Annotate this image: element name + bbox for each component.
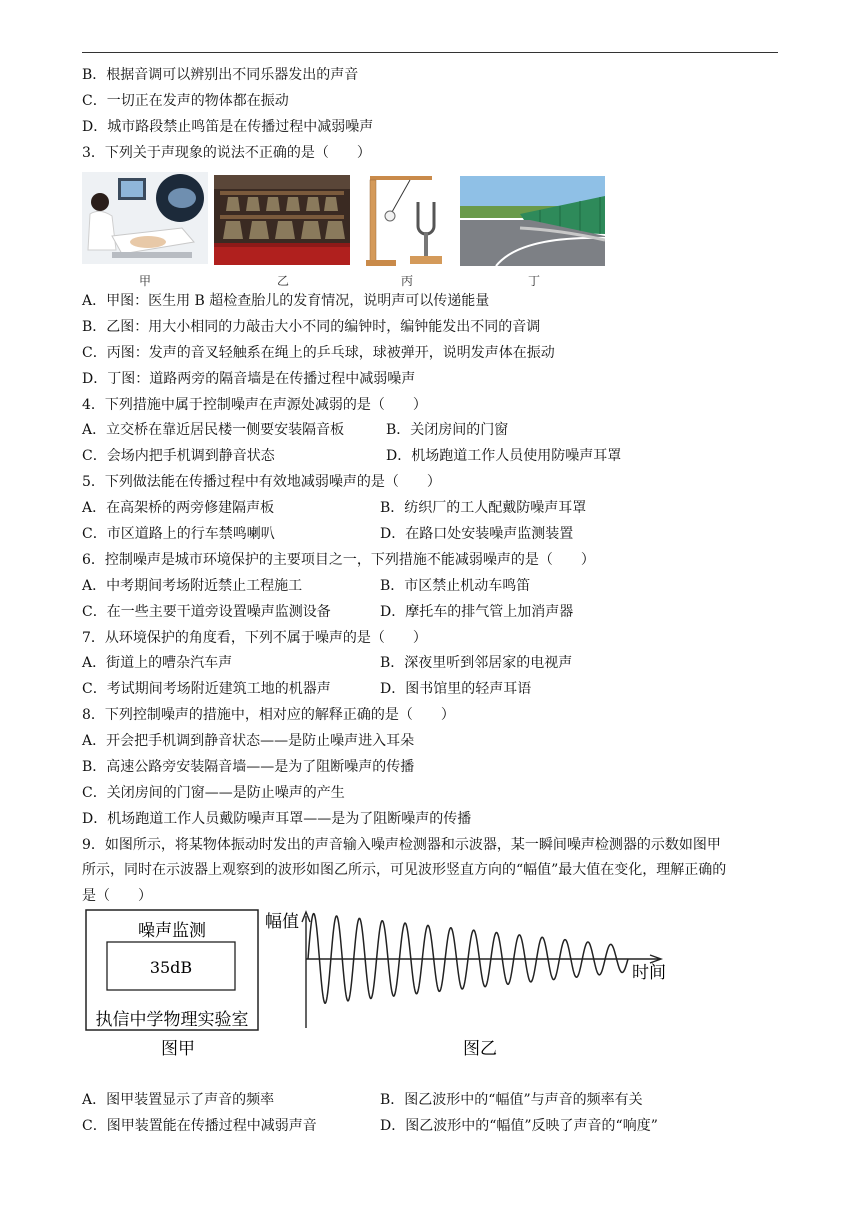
option-line: D．摩托车的排气管上加消声器 (380, 604, 574, 620)
option-line: C．考试期间考场附近建筑工地的机器声 (82, 681, 331, 697)
ultrasound-photo (82, 172, 208, 264)
waveform-figure (262, 906, 682, 1062)
question-9: 9．如图所示，将某物体振动时发出的声音输入噪声检测器和示波器，某一瞬间噪声检测器的示数如图甲 (82, 837, 721, 853)
question-5: 5．下列做法能在传播过程中有效地减弱噪声的是（ ） (82, 474, 441, 490)
option-line: B．乙图：用大小相同的力敲击大小不同的编钟时，编钟能发出不同的音调 (82, 319, 541, 335)
option-line: A．立交桥在靠近居民楼一侧要安装隔音板 (82, 422, 345, 438)
option-line: D．城市路段禁止鸣笛是在传播过程中减弱噪声 (82, 119, 374, 135)
caption-bing: 丙 (400, 274, 413, 288)
option-line: D．图书馆里的轻声耳语 (380, 681, 532, 697)
option-line: A．街道上的嘈杂汽车声 (82, 655, 233, 671)
y-axis-label: 幅值 (265, 912, 299, 932)
question-8: 8．下列控制噪声的措施中，相对应的解释正确的是（ ） (82, 707, 455, 723)
option-line: A．图甲装置显示了声音的频率 (82, 1092, 275, 1108)
option-line: D．丁图：道路两旁的隔音墙是在传播过程中减弱噪声 (82, 371, 416, 387)
chime-bells-photo (214, 175, 350, 265)
option-line: B．高速公路旁安装隔音墙——是为了阻断噪声的传播 (82, 759, 415, 775)
option-line: D．机场跑道工作人员戴防噪声耳罩——是为了阻断噪声的传播 (82, 811, 472, 827)
question-7: 7．从环境保护的角度看，下列不属于噪声的是（ ） (82, 630, 427, 646)
tuning-fork-diagram (366, 172, 446, 268)
caption-jia: 甲 (138, 274, 151, 288)
option-line: C．在一些主要干道旁设置噪声监测设备 (82, 604, 331, 620)
noise-monitor-figure (82, 906, 262, 1062)
option-line: D．机场跑道工作人员使用防噪声耳罩 (386, 448, 622, 464)
option-line: B．市区禁止机动车鸣笛 (380, 578, 531, 594)
option-line: C．图甲装置能在传播过程中减弱声音 (82, 1118, 317, 1134)
option-line: B．图乙波形中的“幅值”与声音的频率有关 (380, 1092, 643, 1108)
option-line: C．一切正在发声的物体都在振动 (82, 93, 289, 109)
monitor-title: 噪声监测 (138, 921, 206, 941)
header-rule (82, 52, 778, 53)
monitor-lab: 执信中学物理实验室 (95, 1010, 249, 1030)
option-line: D．在路口处安装噪声监测装置 (380, 526, 574, 542)
caption-figure-yi: 图乙 (463, 1039, 497, 1059)
monitor-reading: 35dB (149, 958, 193, 977)
option-line: C．丙图：发声的音叉轻触系在绳上的乒乓球，球被弹开，说明发声体在振动 (82, 345, 555, 361)
caption-figure-jia: 图甲 (161, 1039, 195, 1059)
option-line: B．深夜里听到邻居家的电视声 (380, 655, 573, 671)
option-line: B．关闭房间的门窗 (386, 422, 509, 438)
option-line: A．甲图：医生用 B 超检查胎儿的发育情况，说明声可以传递能量 (82, 293, 490, 309)
option-line: A．中考期间考场附近禁止工程施工 (82, 578, 303, 594)
option-line: D．图乙波形中的“幅值”反映了声音的“响度” (380, 1118, 658, 1134)
option-line: C．市区道路上的行车禁鸣喇叭 (82, 526, 275, 542)
option-line: A．在高架桥的两旁修建隔声板 (82, 500, 275, 516)
question-9-cont: 是（ ） (82, 888, 152, 904)
question-9-cont: 所示，同时在示波器上观察到的波形如图乙所示，可见波形竖直方向的“幅值”最大值在变化，理解正确的 (82, 862, 727, 878)
question-6: 6．控制噪声是城市环境保护的主要项目之一，下列措施不能减弱噪声的是（ ） (82, 552, 595, 568)
option-line: B．纺织厂的工人配戴防噪声耳罩 (380, 500, 587, 516)
option-line: B．根据音调可以辨别出不同乐器发出的声音 (82, 67, 359, 83)
x-axis-label: 时间 (632, 963, 666, 983)
sound-barrier-photo (460, 176, 605, 266)
option-line: C．关闭房间的门窗——是防止噪声的产生 (82, 785, 345, 801)
caption-yi: 乙 (276, 274, 289, 288)
option-line: A．开会把手机调到静音状态——是防止噪声进入耳朵 (82, 733, 415, 749)
question-4: 4．下列措施中属于控制噪声在声源处减弱的是（ ） (82, 397, 427, 413)
option-line: C．会场内把手机调到静音状态 (82, 448, 275, 464)
question-3: 3．下列关于声现象的说法不正确的是（ ） (82, 145, 371, 161)
caption-ding: 丁 (527, 274, 540, 288)
